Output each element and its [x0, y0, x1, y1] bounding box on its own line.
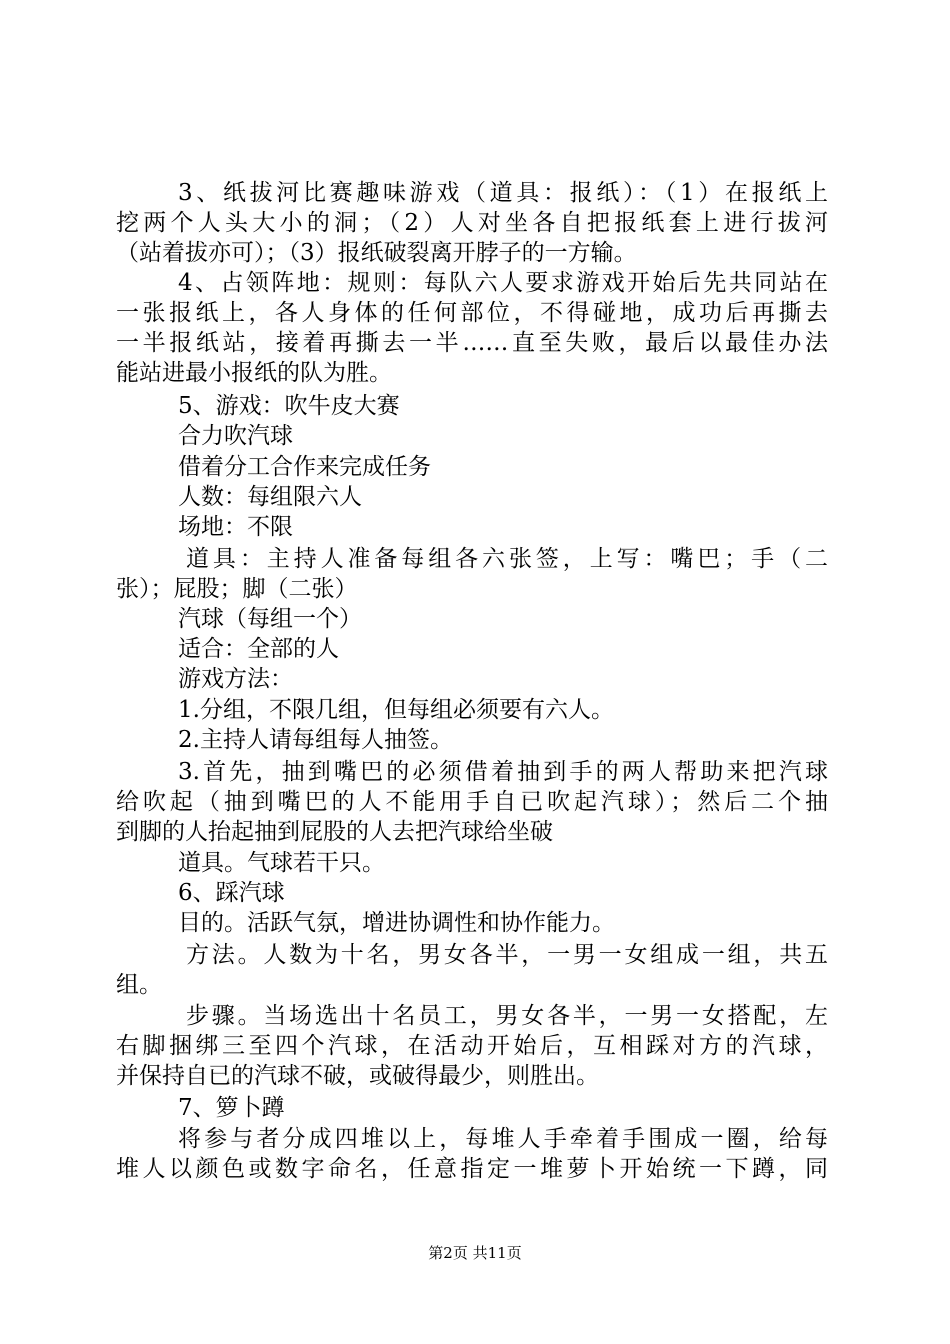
text-line: 借着分工合作来完成任务 — [178, 454, 431, 480]
text-line: 能站进最小报纸的队为胜。 — [116, 360, 392, 386]
text-line: 5、游戏：吹牛皮大赛 — [178, 393, 400, 419]
text-line: 方法。人数为十名，男女各半，一男一女组成一组，共五 — [186, 942, 828, 968]
text-line: 将参与者分成四堆以上，每堆人手牵着手围成一圈，给每 — [178, 1126, 828, 1152]
text-line: 3.首先，抽到嘴巴的必须借着抽到手的两人帮助来把汽球 — [178, 759, 828, 785]
text-line: 组。 — [116, 972, 162, 998]
page-footer: 第2页 共11页 — [428, 1244, 522, 1262]
text-line: 张）；屁股；脚（二张） — [116, 576, 358, 602]
text-line: （站着拔亦可）；（3）报纸破裂离开脖子的一方输。 — [116, 240, 637, 266]
text-line: 7、箩卜蹲 — [178, 1095, 285, 1121]
text-line: 人数：每组限六人 — [178, 484, 362, 510]
text-line: 给吹起（抽到嘴巴的人不能用手自已吹起汽球）；然后二个抽 — [116, 789, 828, 815]
text-line: 道具。气球若干只。 — [178, 850, 385, 876]
text-line: 3、纸拔河比赛趣味游戏（道具：报纸）：（1）在报纸上 — [178, 180, 828, 206]
text-line: 合力吹汽球 — [178, 423, 293, 449]
text-line: 汽球（每组一个） — [178, 606, 362, 632]
text-line: 一半报纸站，接着再撕去一半……直至失败，最后以最佳办法 — [116, 330, 828, 356]
text-line: 右脚捆绑三至四个汽球，在活动开始后，互相踩对方的汽球， — [116, 1033, 828, 1059]
text-line: 游戏方法： — [178, 666, 293, 692]
text-line: 堆人以颜色或数字命名，任意指定一堆萝卜开始统一下蹲，同 — [116, 1156, 828, 1182]
text-line: 步骤。当场选出十名员工，男女各半，一男一女搭配，左 — [186, 1003, 828, 1029]
text-line: 到脚的人抬起抽到屁股的人去把汽球给坐破 — [116, 819, 553, 845]
text-line: 一张报纸上，各人身体的任何部位，不得碰地，成功后再撕去 — [116, 300, 828, 326]
text-line: 4、占领阵地：规则：每队六人要求游戏开始后先共同站在 — [178, 270, 828, 296]
text-line: 并保持自已的汽球不破，或破得最少，则胜出。 — [116, 1063, 599, 1089]
text-line: 适合：全部的人 — [178, 636, 339, 662]
text-line: 6、踩汽球 — [178, 880, 285, 906]
text-line: 1.分组，不限几组，但每组必须要有六人。 — [178, 697, 614, 723]
text-line: 道具：主持人准备每组各六张签，上写：嘴巴；手（二 — [186, 546, 828, 572]
text-line: 2.主持人请每组每人抽签。 — [178, 727, 453, 753]
text-line: 目的。活跃气氛，增进协调性和协作能力。 — [178, 910, 615, 936]
text-line: 挖两个人头大小的洞；（2）人对坐各自把报纸套上进行拔河 — [116, 210, 828, 236]
text-line: 场地：不限 — [178, 514, 293, 540]
